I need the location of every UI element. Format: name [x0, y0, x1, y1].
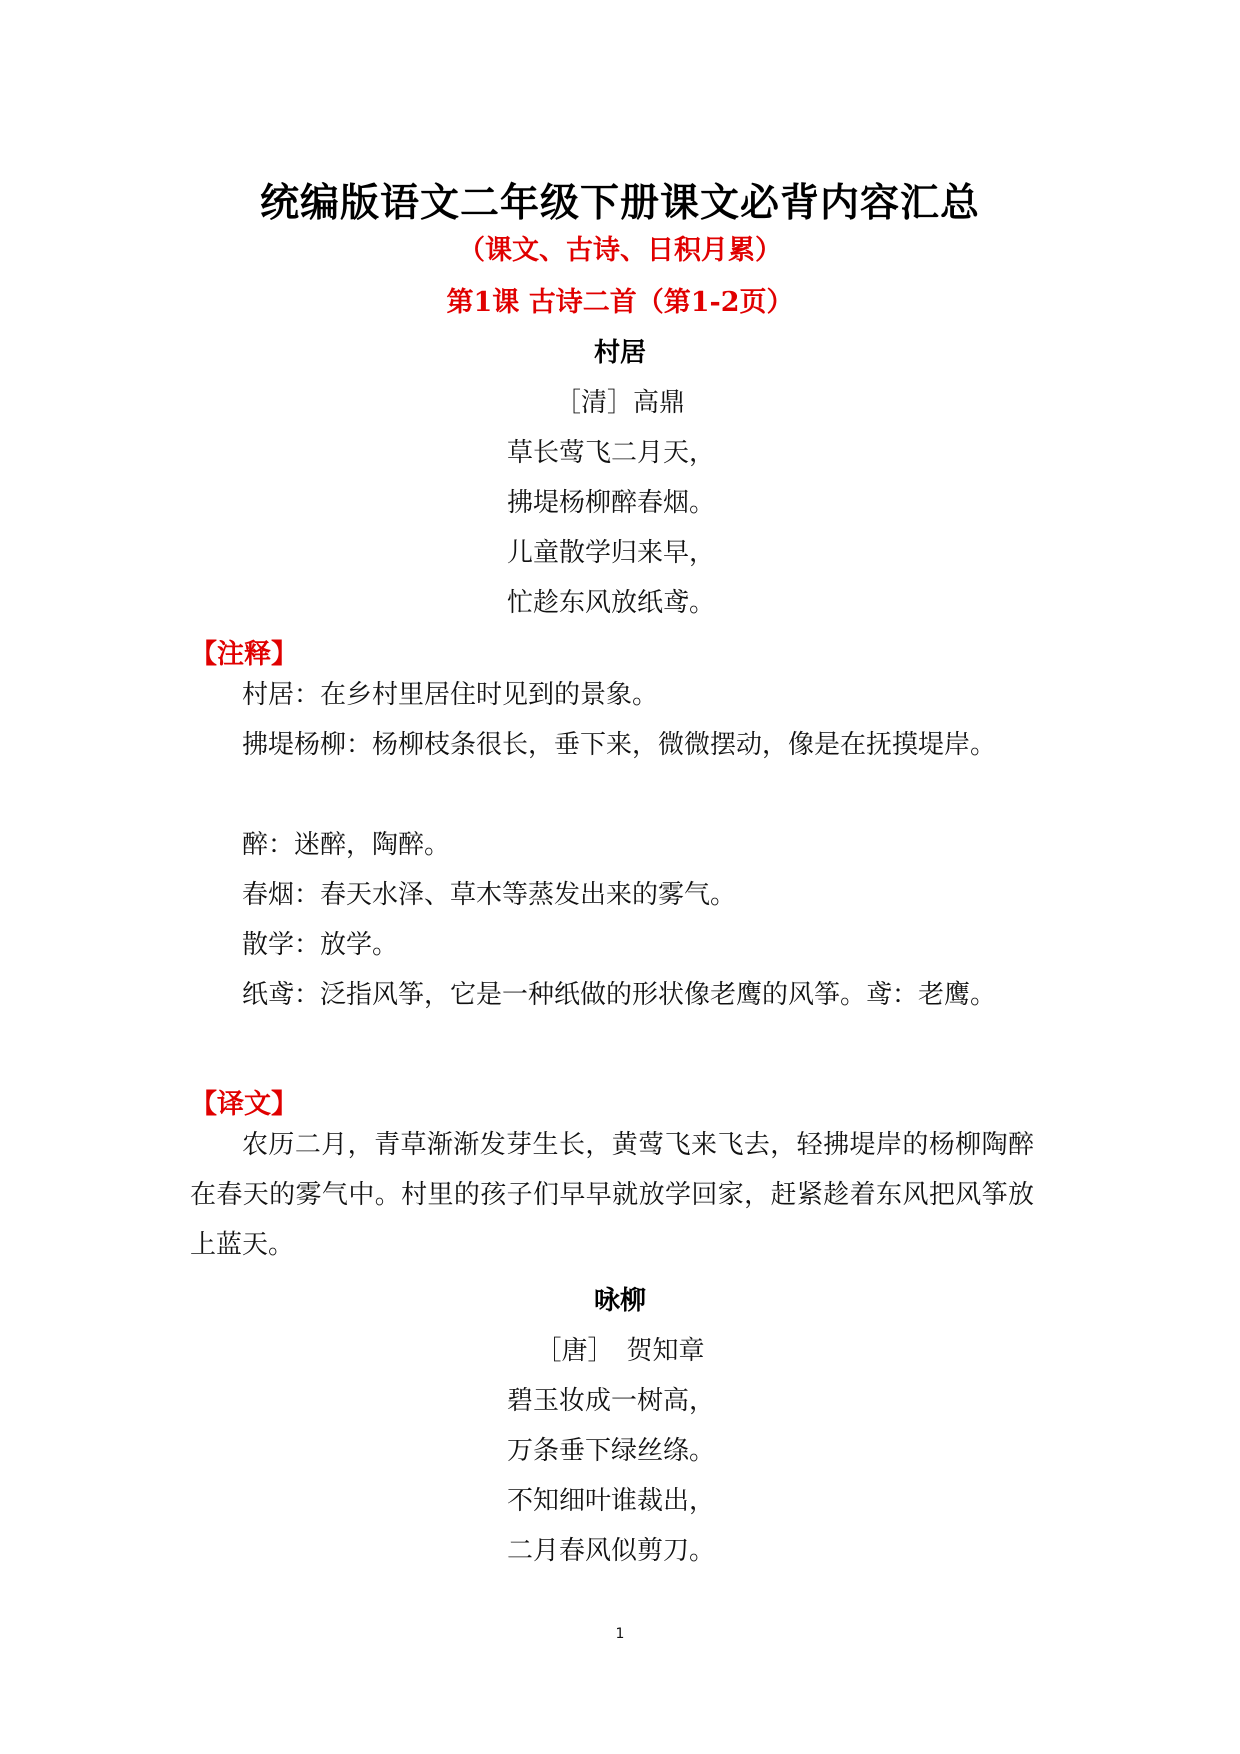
poem-line: 二月春风似剪刀。	[507, 1536, 716, 1566]
note-item: 村居：在乡村里居住时见到的景象。	[242, 680, 659, 710]
document-title: 统编版语文二年级下册课文必背内容汇总	[259, 180, 980, 226]
poem-line: 碧玉妆成一树高，	[507, 1386, 716, 1416]
poem-author-cunju: ［清］高鼎	[554, 388, 685, 418]
translation-text: 农历二月，青草渐渐发芽生长，黄莺飞来飞去，轻拂堤岸的杨柳陶醉在春天的雾气中。村里的孩子们早早就放学回家，赶紧趁着东风把风筝放上蓝天。	[190, 1130, 1034, 1260]
poem-line: 不知细叶谁裁出，	[507, 1486, 716, 1516]
poem-author-yongliu: ［唐］ 贺知章	[535, 1336, 705, 1366]
poem-line: 拂堤杨柳醉春烟。	[507, 488, 716, 518]
poem-line: 草长莺飞二月天，	[507, 438, 716, 468]
lesson-heading: 第1课 古诗二首（第1-2页）	[446, 287, 794, 318]
poem-line: 儿童散学归来早，	[507, 538, 716, 568]
poem-title-cunju: 村居	[593, 338, 646, 368]
page-number: 1	[615, 1626, 625, 1642]
poem-line: 万条垂下绿丝绦。	[507, 1436, 716, 1466]
note-item: 拂堤杨柳：杨柳枝条很长，垂下来，微微摆动，像是在抚摸堤岸。	[242, 730, 997, 760]
note-item: 醉：迷醉，陶醉。	[242, 830, 451, 860]
poem-title-yongliu: 咏柳	[593, 1286, 646, 1316]
poem-line: 忙趁东风放纸鸢。	[507, 588, 716, 618]
document-subtitle: （课文、古诗、日积月累）	[458, 235, 782, 266]
notes-heading: 【注释】	[190, 639, 298, 670]
note-item: 春烟：春天水泽、草木等蒸发出来的雾气。	[242, 880, 737, 910]
translation-heading: 【译文】	[190, 1089, 298, 1120]
note-item: 纸鸢：泛指风筝，它是一种纸做的形状像老鹰的风筝。鸢：老鹰。	[242, 980, 997, 1010]
note-item: 散学：放学。	[242, 930, 399, 960]
